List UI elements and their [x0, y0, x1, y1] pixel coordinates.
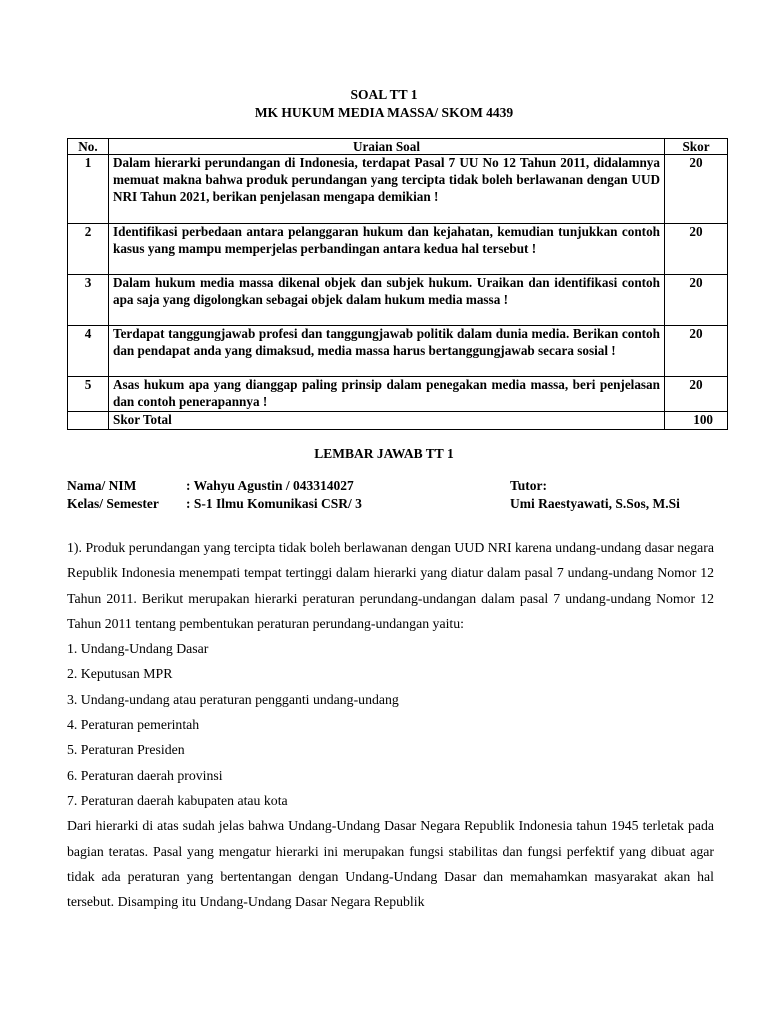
row-question: Terdapat tanggungjawab profesi dan tanggungjawab politik dalam dunia media. Berikan contoh dan pendapat anda yang dimaksud, media massa harus bertanggungjawab secara sosial !: [109, 326, 665, 377]
question-table: [67, 138, 728, 430]
list-item: 7. Peraturan daerah kabupaten atau kota: [67, 792, 288, 808]
row-score: 20: [665, 326, 728, 377]
table-row: [68, 377, 728, 412]
list-item: 2. Keputusan MPR: [67, 666, 173, 682]
row-score: 20: [665, 275, 728, 326]
total-label: Skor Total: [109, 412, 665, 430]
list-item: 4. Peraturan pemerintah: [67, 717, 200, 733]
nama-label: Nama/ NIM: [67, 478, 137, 493]
row-question: Dalam hierarki perundangan di Indonesia, terdapat Pasal 7 UU No 12 Tahun 2011, didalamnya memuat makna bahwa produk perundangan yang tercipta tidak boleh berlawanan dengan UUD NRI Tahun 2021, berikan penjelasan mengapa demikian !: [109, 155, 665, 224]
kelas-value: : S-1 Ilmu Komunikasi CSR/ 3: [186, 496, 362, 511]
row-number: 2: [68, 224, 109, 275]
tutor-label: Tutor:: [510, 478, 548, 493]
table-row: [68, 326, 728, 377]
answer-intro: 1). Produk perundangan yang tercipta tidak boleh berlawanan dengan UUD NRI karena undang-undang dasar negara Republik Indonesia menempati tempat tertinggi dalam hierarki yang diatur dalam pasal 7 undang-undang Nomor 12 Tahun 2011. Berikut merupakan hierarki peraturan perundang-undangan dalam pasal 7 undang-undang Nomor 12 Tahun 2011 tentang pembentukan peraturan perundang-undangan yaitu:: [67, 540, 714, 631]
table-row: [68, 155, 728, 224]
total-value: 100: [665, 412, 728, 430]
list-item: 5. Peraturan Presiden: [67, 742, 185, 758]
row-score: 20: [665, 224, 728, 275]
list-item: 1. Undang-Undang Dasar: [67, 641, 209, 657]
row-number: 1: [68, 155, 109, 224]
document-title: SOAL TT 1: [350, 87, 418, 102]
course-title: MK HUKUM MEDIA MASSA/ SKOM 4439: [254, 105, 514, 120]
total-empty-cell: [68, 412, 109, 430]
kelas-label: Kelas/ Semester: [67, 496, 159, 511]
row-score: 20: [665, 155, 728, 224]
table-row: [68, 275, 728, 326]
header-uraian: Uraian Soal: [109, 139, 665, 155]
header-skor: Skor: [665, 139, 728, 155]
row-number: 5: [68, 377, 109, 412]
list-item: 6. Peraturan daerah provinsi: [67, 767, 223, 783]
table-header-row: [68, 139, 728, 155]
list-item: 3. Undang-undang atau peraturan pengganti undang-undang: [67, 691, 399, 707]
tutor-value: Umi Raestyawati, S.Sos, M.Si: [510, 496, 680, 511]
total-row: [68, 412, 728, 430]
nama-value: : Wahyu Agustin / 043314027: [186, 478, 354, 493]
answer-body: [67, 535, 714, 914]
table-row: [68, 224, 728, 275]
row-question: Dalam hukum media massa dikenal objek dan subjek hukum. Uraikan dan identifikasi contoh apa saja yang digolongkan sebagai objek dalam hukum media massa !: [109, 275, 665, 326]
row-number: 3: [68, 275, 109, 326]
row-score: 20: [665, 377, 728, 412]
row-question: Asas hukum apa yang dianggap paling prinsip dalam penegakan media massa, beri penjelasan dan contoh penerapannya !: [109, 377, 665, 412]
answer-sheet-title: LEMBAR JAWAB TT 1: [314, 446, 454, 461]
row-question: Identifikasi perbedaan antara pelanggaran hukum dan kejahatan, kemudian tunjukkan contoh kasus yang mampu memperjelas perbandingan antara kedua hal tersebut !: [109, 224, 665, 275]
row-number: 4: [68, 326, 109, 377]
answer-closing: Dari hierarki di atas sudah jelas bahwa Undang-Undang Dasar Negara Republik Indonesia tahun 1945 terletak pada bagian teratas. Pasal yang mengatur hierarki ini merupakan fungsi stabilitas dan fungsi perfektif yang dibuat agar tidak ada peraturan yang bertentangan dengan Undang-Undang Dasar dan memahamkan masyarakat akan hal tersebut. Disamping itu Undang-Undang Dasar Negara Republik: [67, 818, 714, 910]
header-no: No.: [68, 139, 109, 155]
